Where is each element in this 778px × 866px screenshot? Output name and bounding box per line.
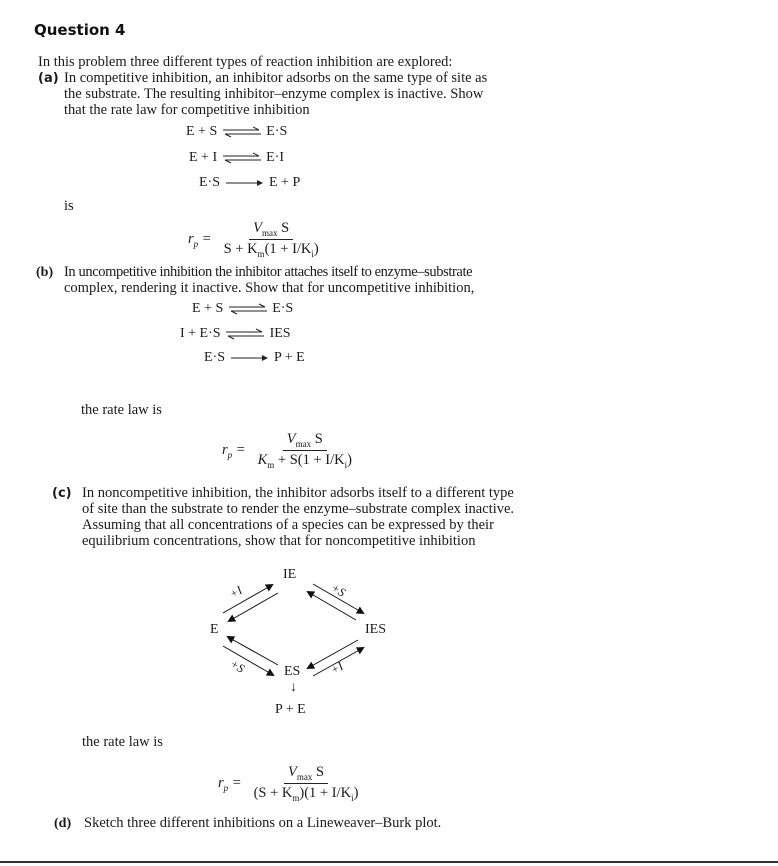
noncompetitive-diagram bbox=[190, 565, 410, 725]
node-ies: IES bbox=[365, 622, 386, 637]
products: IES bbox=[269, 326, 291, 341]
denominator-end: ) bbox=[347, 451, 352, 468]
part-a-line-1: In competitive inhibition, an inhibitor adsorbs on the same type of site as bbox=[64, 70, 488, 86]
node-es: ES bbox=[284, 664, 301, 679]
denominator: S + K bbox=[223, 240, 258, 257]
equilibrium-arrow-icon bbox=[221, 152, 263, 164]
numerator-tail: S bbox=[311, 431, 323, 447]
part-c-line-2: of site than the substrate to render the enzyme–substrate complex inactive. bbox=[82, 501, 515, 517]
rate-subscript: p bbox=[227, 449, 233, 460]
products: E·I bbox=[266, 150, 284, 165]
rate-law-a: $r_p$ = $\frac{V_{max} S}{S + K_m(1 + I/K_i)}$ bbox=[188, 220, 319, 259]
denominator: (S + K bbox=[253, 784, 293, 801]
denominator-sub: m bbox=[257, 248, 265, 259]
edge-label-plus-s-bottom: +S bbox=[227, 656, 247, 676]
reaction-b-2 bbox=[180, 326, 291, 342]
reaction-b-1 bbox=[192, 301, 293, 317]
denominator-sub: m bbox=[292, 792, 300, 803]
denominator-tail: + S(1 + I/K bbox=[274, 451, 345, 468]
forward-arrow-icon bbox=[229, 352, 271, 364]
question-title: Question 4 bbox=[34, 21, 126, 39]
denominator-end: ) bbox=[313, 240, 319, 257]
reactants: E·S bbox=[199, 175, 220, 190]
equilibrium-arrow-icon bbox=[224, 328, 266, 340]
part-d-text: Sketch three different inhibitions on a Lineweaver–Burk plot. bbox=[84, 815, 442, 831]
reaction-a-1 bbox=[186, 124, 287, 140]
denominator-sub2: i bbox=[311, 248, 314, 259]
part-c-line-1: In noncompetitive inhibition, the inhibitor adsorbs itself to a different type bbox=[82, 485, 514, 501]
rate-subscript: p bbox=[193, 238, 199, 249]
products: E·S bbox=[266, 124, 288, 139]
diagram-arrows bbox=[190, 565, 410, 725]
part-a-connector: is bbox=[64, 198, 74, 214]
denominator-sub: m bbox=[267, 459, 275, 470]
numerator-sub: max bbox=[295, 438, 312, 449]
part-c-connector: the rate law is bbox=[82, 734, 163, 750]
part-a-label: (a) bbox=[38, 71, 59, 86]
denominator-end: ) bbox=[353, 784, 359, 801]
reaction-a-3 bbox=[199, 175, 300, 191]
numerator-tail: S bbox=[312, 764, 325, 780]
numerator: V bbox=[286, 431, 296, 447]
rate-symbol: r bbox=[218, 775, 224, 792]
numerator-sub: max bbox=[262, 227, 278, 238]
denominator-tail: (1 + I/K bbox=[264, 240, 312, 257]
numerator-tail: S bbox=[277, 220, 290, 236]
part-b-connector: the rate law is bbox=[81, 402, 162, 418]
numerator: V bbox=[287, 764, 297, 780]
numerator-sub: max bbox=[296, 771, 313, 782]
reaction-a-2 bbox=[189, 150, 284, 166]
part-a-line-3: that the rate law for competitive inhibition bbox=[64, 102, 310, 118]
forward-arrow-icon bbox=[224, 177, 266, 189]
part-b-line-1: In uncompetitive inhibition the inhibitor attaches itself to enzyme–substrate bbox=[64, 264, 473, 280]
part-c-line-3: Assuming that all concentrations of a species can be expressed by their bbox=[82, 517, 494, 533]
rate-law-b: $r_p$ = $\frac{V_{max} S}{K_m + S(1 + I/K_i)}$ bbox=[222, 431, 352, 470]
node-product: P + E bbox=[275, 702, 306, 717]
numerator: V bbox=[253, 220, 262, 236]
reactants: I + E·S bbox=[180, 326, 221, 341]
part-b-line-2: complex, rendering it inactive. Show that for uncompetitive inhibition, bbox=[64, 280, 475, 296]
part-a-line-2: the substrate. The resulting inhibitor–enzyme complex is inactive. Show bbox=[64, 86, 484, 102]
node-ie: IE bbox=[283, 567, 297, 582]
question-intro: In this problem three different types of reaction inhibition are explored: bbox=[38, 54, 453, 70]
equilibrium-arrow-icon bbox=[221, 126, 263, 138]
reactants: E·S bbox=[204, 350, 225, 365]
products: P + E bbox=[274, 350, 305, 365]
reactants: E + S bbox=[186, 124, 218, 139]
equilibrium-arrow-icon bbox=[227, 303, 269, 315]
edge-label-plus-s-top: +S bbox=[328, 580, 348, 600]
reactants: E + S bbox=[192, 301, 224, 316]
products: E + P bbox=[269, 175, 301, 190]
product-arrow-icon: ↓ bbox=[290, 680, 297, 695]
part-c-line-4: equilibrium concentrations, show that for noncompetitive inhibition bbox=[82, 533, 476, 549]
node-e: E bbox=[210, 622, 219, 637]
denominator-sub2: i bbox=[351, 792, 354, 803]
denominator-tail: )(1 + I/K bbox=[299, 784, 352, 801]
edge-label-plus-i-top: +I bbox=[227, 582, 245, 602]
reactants: E + I bbox=[189, 150, 218, 165]
reaction-b-3 bbox=[204, 350, 305, 366]
part-b-label: (b) bbox=[36, 265, 54, 280]
edge-label-plus-i-bottom: +I bbox=[328, 658, 346, 678]
bottom-divider bbox=[0, 861, 778, 863]
denominator-sub2: i bbox=[344, 459, 348, 470]
products: E·S bbox=[272, 301, 294, 316]
denominator: K bbox=[257, 451, 268, 468]
rate-symbol: r bbox=[188, 231, 194, 248]
rate-law-c: $r_p$ = $\frac{V_{max} S}{(S + K_m)(1 + I/K_i)}$ bbox=[218, 764, 359, 803]
part-c-label: (c) bbox=[52, 486, 72, 501]
rate-symbol: r bbox=[222, 442, 228, 459]
part-d-label: (d) bbox=[54, 816, 72, 831]
rate-subscript: p bbox=[223, 782, 229, 793]
